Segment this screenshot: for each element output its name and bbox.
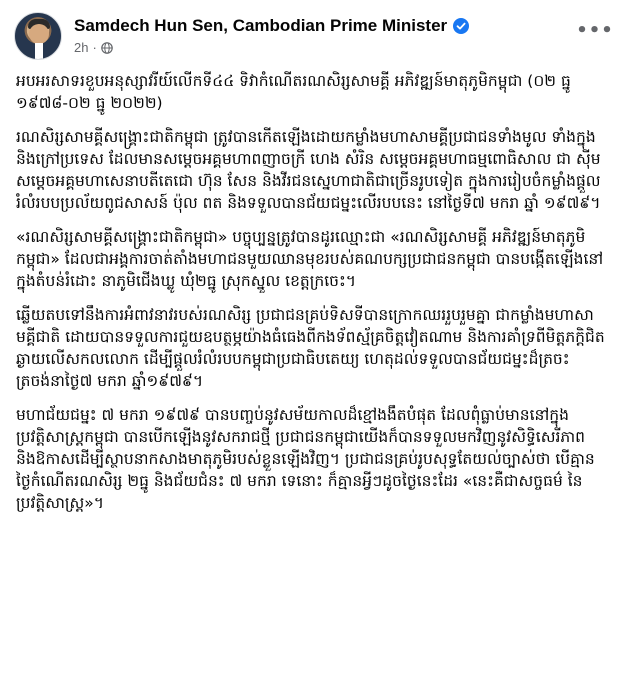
meta-separator: · [92,40,97,55]
post-header [14,10,614,62]
post-body [16,70,606,695]
avatar-face [29,24,49,44]
globe-icon[interactable] [101,42,113,54]
more-options-icon[interactable]: ••• [576,19,614,41]
author-avatar[interactable] [14,12,62,60]
author-row [74,14,469,38]
post-paragraph-2: រណសិរ្សសាមគ្គីសង្គ្រោះជាតិកម្ពុជា ត្រូវបានកើតឡើងដោយកម្លាំងមហាសាមគ្គីប្រជាជនទាំងមូល ទាំងក្នុង និងក្រៅប្រទេស ដែលមានសម្ដេចអគ្គមហាពញាចក្រី ហេង សំរិន សម្ដេចអគ្គមហាធម្មពោធិសាល ជា ស៊ីម សម្ដេចអគ្គមហាសេនាបតីតេជោ ហ៊ុន សែន និងវីរជនស្នេហាជាតិជាច្រើនរូបទៀត ក្នុងការរៀបចំកម្លាំងផ្ដួលរំលំរបបប្រល័យពូជសាសន៍ ប៉ុល ពត និងទទួលបានជ័យជម្នះលើរបបនេះ នៅថ្ងៃទី៧ មករា ឆ្នាំ ១៩៧៩។ [16,128,606,212]
post-paragraph-4: ឆ្លើយតបទៅនឹងការអំពាវនាវរបស់រណសិរ្ស ប្រជាជនគ្រប់ទិសទីបានក្រោកឈររួបរួមគ្នា ជាកម្លាំងមហាសាមគ្គីជាតិ ដោយបានទទួលការជួយឧបត្ថម្ភយ៉ាងធំធេងពីកងទ័ពស្ម័គ្រចិត្តវៀតណាម និងការគាំទ្រពីមិត្តភក្តិជិតឆ្ងាយលើសកលលោក ដើម្បីផ្ដួលរំលំរបបកម្ពុជាប្រជាធិបតេយ្យ ហេតុដល់ទទួលបានជ័យជម្នះដ៏ត្រចះត្រចង់នាថ្ងៃ៧ មករា ឆ្នាំ១៩៧៩។ [16,306,605,390]
verified-badge-icon [453,18,469,34]
post-paragraph-3: «រណសិរ្សសាមគ្គីសង្គ្រោះជាតិកម្ពុជា» បច្ចុប្បន្នត្រូវបានដូរឈ្មោះជា «រណសិរ្សសាមគ្គី អភិវឌ្ឍន៍មាតុភូមិកម្ពុជា» ដែលជាអង្គការចាត់តាំងមហាជនមួយឈានមុខរបស់គណបក្សប្រជាជនកម្ពុជា បានបង្កើតឡើងនៅក្នុងតំបន់រំដោះ នាភូមិជើងឃ្លូ ឃុំ២ធ្នូ ស្រុកស្នួល ខេត្តក្រចេះ។ [16,228,604,290]
post-paragraph-5: មហាជ័យជម្នះ ៧ មករា ១៩៧៩ បានបញ្ចប់នូវសម័យកាលដ៏ខ្មៅងងឹតបំផុត ដែលពុំធ្លាប់មាននៅក្នុងប្រវត្តិសាស្ត្រកម្ពុជា បានបើកឡើងនូវសករាជថ្មី ប្រជាជនកម្ពុជាយើងក៏បានទទួលមកវិញនូវសិទ្ធិសេរីភាព និងឱកាសដើម្បីស្ថាបនាកសាងមាតុភូមិរបស់ខ្លួនឡើងវិញ។ ប្រជាជនគ្រប់រូបសុទ្ធតែយល់ច្បាស់ថា បើគ្មានថ្ងៃកំណើតរណសិរ្ស ២ធ្នូ និងជ័យជំនះ ៧ មករា ទេនោះ ក៏គ្មានអ្វីៗដូចថ្ងៃនេះដែរ «នេះគឺជាសច្ចធម៌ នៃប្រវត្តិសាស្ត្រ»។ [16,406,595,512]
avatar-shirt [35,43,43,60]
author-name[interactable]: Samdech Hun Sen, Cambodian Prime Minister [74,16,448,35]
post-time[interactable]: 2h [74,40,89,55]
post-meta [74,40,113,55]
post-paragraph-1: អបអរសាទរខួបអនុស្សាវរីយ៍លើកទី៤៤ ទិវាកំណើតរណសិរ្សសាមគ្គី អភិវឌ្ឍន៍មាតុភូមិកម្ពុជា (០២ ធ្នូ ១៩៧៨-០២ ធ្នូ ២០២២) [16,72,576,112]
